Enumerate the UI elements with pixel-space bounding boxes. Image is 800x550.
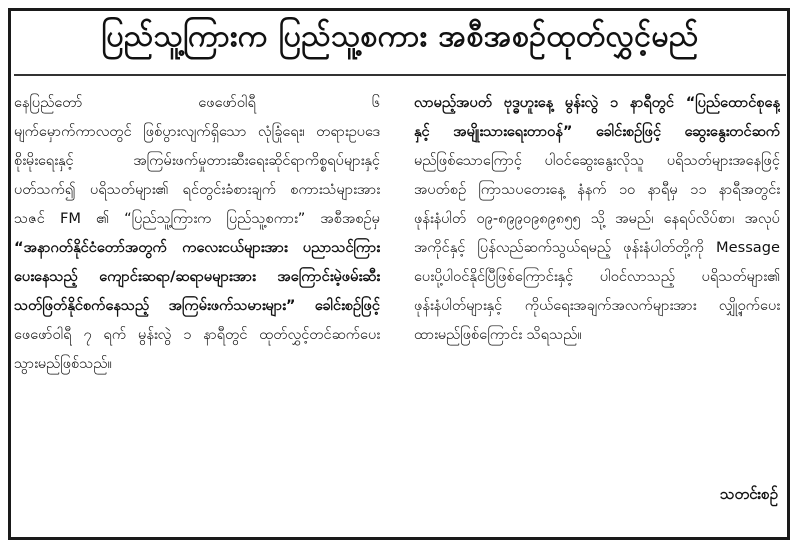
left-line: စိုးမိုးရေးနှင့် အကြမ်းဖက်မှုတားဆီးရေးဆိုင်ရာကိစ္စရပ်များနှင့် (14, 152, 380, 169)
right-line: လာမည့်အပတ် ဗုဒ္ဓဟူးနေ့ မွန်းလွဲ ၁ နာရီတွင် “ပြည်ထောင်စုနေ့ (414, 94, 780, 111)
right-line: ဖုန်းနံပါတ်များနှင့် ကိုယ်ရေးအချက်အလက်များအား လျှို့ဝှက်ပေး (414, 297, 780, 314)
right-line: ထားမည်ဖြစ်ကြောင်း သိရသည်။ (414, 326, 582, 343)
left-line: သဇင် FM ၏ “ပြည်သူ့ကြားက ပြည်သူ့စကား” အစီအစဉ်မှ (14, 210, 380, 227)
right-line: ဖုန်းနံပါတ် ၀၉-၈၉၉၀၉၈၉၈၅၅ သို့ အမည်၊ နေရပ်လိပ်စာ၊ အလုပ် (414, 210, 780, 227)
left-line-bold: “အနာဂတ်နိုင်ငံတော်အတွက် ကလေးငယ်များအား ပညာသင်ကြား (14, 239, 380, 256)
left-line: ပတ်သက်၍ ပရိသတ်များ၏ ရင်တွင်းခံစားချက် စကားသံများအား (14, 181, 380, 198)
right-line: အပတ်စဉ် ကြာသပတေးနေ့ နံနက် ၁၀ နာရီမှ ၁၁ နာရီအတွင်း (414, 181, 780, 198)
right-line: ပေးပို့ပါဝင်နိုင်ပြီဖြစ်ကြောင်းနှင့် ပါဝင်လာသည့် ပရိသတ်များ၏ (414, 268, 780, 285)
right-line: မည်ဖြစ်သောကြောင့် ပါဝင်ဆွေးနွေးလိုသူ ပရိသတ်များအနေဖြင့် (414, 152, 780, 169)
title-area (0, 12, 800, 64)
right-line: နှင့် အမျိုးသားရေးတာဝန်” ခေါင်းစဉ်ဖြင့် ဆွေးနွေးတင်ဆက် (414, 123, 780, 140)
notice-title: ပြည်သူ့ကြားက ပြည်သူ့စကား အစီအစဉ်ထုတ်လွှင့်မည် (101, 18, 699, 54)
left-line-bold: သတ်ဖြတ်နိုင်စက်နေသည့် အကြမ်းဖက်သမားများ” ခေါင်းစဉ်ဖြင့် (14, 297, 380, 314)
left-line-bold: ပေးနေသည့် ကျောင်းဆရာ/ဆရာမများအား အကြောင်းမဲ့ဖမ်းဆီး (14, 268, 380, 285)
left-line: မျက်မှောက်ကာလတွင် ဖြစ်ပွားလျက်ရှိသော လုံခြုံရေး၊ တရားဥပဒေ (14, 123, 380, 140)
left-line: ဖေဖော်ဝါရီ ၇ ရက် မွန်းလွဲ ၁ နာရီတွင် ထုတ်လွှင့်တင်ဆက်ပေး (14, 326, 380, 343)
signature: သတင်းစဉ် (720, 485, 778, 503)
left-line: နေပြည်တော် ဖေဖော်ဝါရီ ၆ (14, 94, 380, 111)
left-line: သွားမည်ဖြစ်သည်။ (14, 355, 112, 372)
right-line: အကိုင်နှင့် ပြန်လည်ဆက်သွယ်ရမည့် ဖုန်းနံပါတ်တို့ကို Message (414, 239, 780, 256)
left-column (14, 88, 380, 378)
title-divider (14, 74, 786, 76)
right-column (414, 88, 780, 349)
